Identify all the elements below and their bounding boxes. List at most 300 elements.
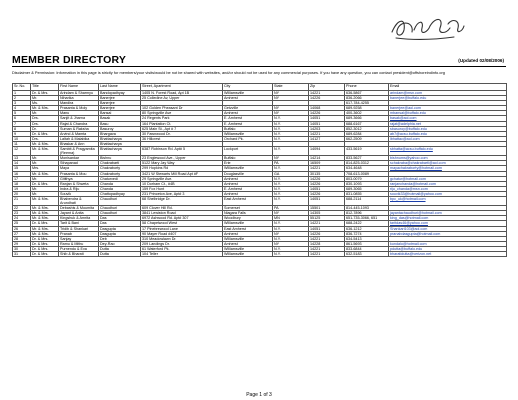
cell-first-name: Gitithya <box>59 176 99 181</box>
cell-sr-no: 10 <box>13 136 31 141</box>
cell-last-name: Deb <box>99 236 141 241</box>
cell-zip: 14305 <box>309 211 345 216</box>
cell-city: Amherst <box>223 176 273 181</box>
cell-zip: 14051 <box>309 186 345 191</box>
cell-title: Mr. & Mrs. <box>31 206 59 211</box>
cell-city: Niagara Falls <box>223 211 273 216</box>
cell-state: NY <box>273 156 309 161</box>
cell-city: Williamsville <box>223 91 273 96</box>
cell-street: 159 Fox Hunt <box>141 186 223 191</box>
cell-phone: 689-3666 <box>345 116 389 121</box>
cell-first-name: Prasanta & Mou <box>59 171 99 176</box>
cell-title: Mr. <box>31 111 59 116</box>
column-header-email: Email <box>389 84 507 91</box>
cell-title: Dr. & Mrs. <box>31 246 59 251</box>
cell-last-name: Bhattacharya <box>99 147 141 156</box>
cell-city: Amherst <box>223 241 273 246</box>
cell-email[interactable]: basak@aol.com <box>389 116 507 121</box>
cell-phone: 617-784-4255 <box>345 101 389 106</box>
cell-sr-no: 5 <box>13 111 31 116</box>
cell-title: Mr. & Mrs. <box>31 147 59 156</box>
cell-zip: 14221 <box>309 91 345 96</box>
table-header-row <box>13 84 507 91</box>
cell-email[interactable]: pdutta@buffalo.edu <box>389 246 507 251</box>
cell-sr-no: 19 <box>13 186 31 191</box>
cell-sr-no: 31 <box>13 252 31 257</box>
cell-first-name: Prasanta & Moly <box>59 106 99 111</box>
cell-email[interactable]: Shankari103@aol.com <box>389 226 507 231</box>
cell-email[interactable]: souvik33@hotmail@yahoo.com <box>389 191 507 196</box>
cell-city: East Amherst <box>223 196 273 205</box>
cell-city: Williamsville <box>223 166 273 171</box>
cell-last-name: Chaudhuri <box>99 206 141 211</box>
cell-first-name: Rajat & Chandra <box>59 121 99 126</box>
page-title: MEMBER DIRECTORY <box>12 54 127 66</box>
cell-title: Dr. & Mrs. <box>31 221 59 226</box>
cell-first-name: Manu <box>59 111 99 116</box>
cell-state: NY <box>273 231 309 236</box>
cell-zip: 14221 <box>309 236 345 241</box>
column-header-sr-no: Sr. No. <box>13 84 31 91</box>
cell-first-name: Purnendu & Eva <box>59 246 99 251</box>
cell-title: Mr. <box>31 191 59 196</box>
cell-zip: 14203 <box>309 126 345 131</box>
cell-city: Lockport <box>223 147 273 156</box>
column-header-city: City <box>223 84 273 91</box>
cell-email[interactable]: riju_chanda@msn.com <box>389 186 507 191</box>
cell-first-name: Arvind & Mamta <box>59 131 99 136</box>
cell-zip: 14226 <box>309 176 345 181</box>
cell-state: N.Y. <box>273 166 309 171</box>
cell-sr-no: 29 <box>13 241 31 246</box>
cell-email[interactable]: ranjanchanda@hotmail.com <box>389 181 507 186</box>
cell-zip: 14228 <box>309 241 345 246</box>
column-header-state: State <box>273 84 309 91</box>
cell-last-name: Bhattacharya <box>99 136 141 141</box>
cell-email[interactable]: bpc_uk@hotmail.com <box>389 196 507 205</box>
cell-city: Somerset <box>223 206 273 211</box>
cell-last-name: Banerjee <box>99 101 141 106</box>
cell-street: 1405 N. Forest Road, Apt 1B <box>141 91 223 96</box>
cell-sr-no: 21 <box>13 196 31 205</box>
cell-email[interactable]: kundalo@hotmail.com <box>389 241 507 246</box>
cell-city: East Amherst <box>223 226 273 231</box>
cell-title: Mr. <box>31 156 59 161</box>
cell-title: Dr. & Mrs. <box>31 181 59 186</box>
cell-title: Dr. <box>31 126 59 131</box>
cell-title: Drs. <box>31 116 59 121</box>
cell-street: 6972 Ashwood Rd. Apt# 307 <box>141 216 223 221</box>
cell-sr-no: 9 <box>13 131 31 136</box>
cell-first-name: Jayant & Anita <box>59 211 99 216</box>
cell-last-name: Chattopadhyay <box>99 191 141 196</box>
cell-sr-no: 16 <box>13 171 31 176</box>
cell-state: N.Y. <box>273 116 309 121</box>
cell-city: Amherst <box>223 96 273 101</box>
cell-city: E. Amherst <box>223 116 273 121</box>
cell-title: Mr. & Mrs. <box>31 226 59 231</box>
cell-city: Amherst <box>223 181 273 186</box>
cell-phone: 708-613-0089 <box>345 171 389 176</box>
cell-title: Mr. <box>31 176 59 181</box>
page-number: Page 1 of 3 <box>246 392 272 398</box>
cell-state: N.Y. <box>273 121 309 126</box>
cell-street: 17 Pinebrewood Lane <box>141 226 223 231</box>
table-row <box>13 147 507 156</box>
cell-city: Woodbury <box>223 216 273 221</box>
cell-state: N.Y. <box>273 246 309 251</box>
cell-phone: 400-3602 <box>345 111 389 116</box>
cell-sr-no: 14 <box>13 161 31 166</box>
cell-first-name: Indra & Riju <box>59 186 99 191</box>
cell-state: PA <box>273 161 309 166</box>
cell-email[interactable]: banerjee@aol.com <box>389 106 507 111</box>
cell-sr-no: 27 <box>13 231 31 236</box>
cell-state: N.Y. <box>273 136 309 141</box>
cell-sr-no: 17 <box>13 176 31 181</box>
cell-zip: 14127 <box>309 136 345 141</box>
cell-sr-no: 20 <box>13 191 31 196</box>
cell-title: Mr. & Mrs. <box>31 196 59 205</box>
cell-zip: 14221 <box>309 246 345 251</box>
cell-zip: 14051 <box>309 121 345 126</box>
cell-state: N.Y. <box>273 196 309 205</box>
cell-street: 3841 Lewiston Road <box>141 211 223 216</box>
cell-city: Amherst <box>223 191 273 196</box>
cell-street: 625 Main St., Apt # 7 <box>141 126 223 131</box>
cell-sr-no: 18 <box>13 181 31 186</box>
cell-city: Amherst <box>223 111 273 116</box>
cell-first-name: Sthapanad <box>59 161 99 166</box>
cell-last-name: Das <box>99 221 141 226</box>
cell-first-name: Arindam & Sharmyu <box>59 91 99 96</box>
cell-street: 36 Hillcrest <box>141 136 223 141</box>
cell-state: NY <box>273 106 309 111</box>
cell-state: NY <box>273 211 309 216</box>
cell-state: N.Y. <box>273 226 309 231</box>
cell-sr-no: 25 <box>13 221 31 226</box>
cell-last-name: Bishnu <box>99 156 141 161</box>
cell-email[interactable]: king_das@hotmail.com <box>389 216 507 221</box>
cell-first-name: Tarit & Bani <box>59 221 99 226</box>
cell-city: E. Amherst <box>223 186 273 191</box>
cell-title: Mrs. <box>31 166 59 171</box>
cell-last-name: Dutta <box>99 246 141 251</box>
cell-title: Ms. <box>31 101 59 106</box>
cell-first-name: Mandira <box>59 101 99 106</box>
cell-last-name: Das <box>99 216 141 221</box>
cell-street: 164 Plantation Ct. <box>141 121 223 126</box>
cell-street: 61 Waterford Pk. <box>141 246 223 251</box>
cell-sr-no: 1 <box>13 91 31 96</box>
cell-first-name: Monisankar <box>59 156 99 161</box>
cell-last-name: Banerjee <box>99 106 141 111</box>
cell-city: Erie <box>223 161 273 166</box>
cell-sr-no: 22 <box>13 206 31 211</box>
cell-state: NY <box>273 96 309 101</box>
cell-street: 24 Regents Park <box>141 116 223 121</box>
cell-zip: 14221 <box>309 221 345 226</box>
cell-street: 30 Fawnwood Dr. <box>141 131 223 136</box>
cell-zip: 15501 <box>309 206 345 211</box>
cell-title: Mr. & Mrs. <box>31 216 59 221</box>
cell-sr-no: 28 <box>13 236 31 241</box>
cell-city: Williamsville <box>223 236 273 241</box>
cell-phone: 634-5413 <box>345 236 389 241</box>
cell-phone: 662-2509 <box>345 136 389 141</box>
cell-last-name: Chaturvedi <box>99 176 141 181</box>
cell-street: 6387 Robinson Rd. Apt# 5 <box>141 147 223 156</box>
cell-title: Mr. & Mrs. <box>31 141 59 146</box>
cell-title: Dr. & Mrs. <box>31 241 59 246</box>
cell-state: N.Y. <box>273 221 309 226</box>
cell-first-name: Kingshuk & Amrita <box>59 216 99 221</box>
cell-email[interactable]: banerjee@buffalo.edu <box>389 96 507 101</box>
cell-phone: 836-2066 <box>345 96 389 101</box>
cell-phone: 689-6284 <box>345 131 389 136</box>
cell-city: Buffalo <box>223 156 273 161</box>
cell-street: 209 Landings Dr. <box>141 241 223 246</box>
cell-email[interactable]: bharatidutta@verizon.net <box>389 252 507 257</box>
cell-last-name: Dey-Rao <box>99 241 141 246</box>
cell-street: 299 Hopkins Rd <box>141 166 223 171</box>
cell-sr-no: 15 <box>13 166 31 171</box>
cell-street: 80 Springville Ave <box>141 111 223 116</box>
cell-first-name: Shib & Bharati <box>59 252 99 257</box>
cell-first-name: Laltah & Malabika <box>59 136 99 141</box>
cell-email[interactable]: lbhattac@aol.com <box>389 136 507 141</box>
cell-email[interactable]: sbhatta@acsu.buffalo.edu <box>389 147 507 156</box>
cell-last-name: Chakraborty <box>99 166 141 171</box>
cell-last-name: Chaudhuri <box>99 196 141 205</box>
column-header-first-name: First Name <box>59 84 99 91</box>
cell-first-name: Souvik <box>59 191 99 196</box>
cell-phone: 689-3065 <box>345 186 389 191</box>
cell-street: 231 Princeton Ave, Apt# 3 <box>141 191 223 196</box>
cell-zip: 14226 <box>309 181 345 186</box>
cell-title: Mr. & Mrs. <box>31 231 59 236</box>
cell-state: NY <box>273 91 309 96</box>
cell-state: N.Y. <box>273 236 309 241</box>
updated-date: (Updated 02/08/2006) <box>458 58 504 63</box>
cell-title: Mr. <box>31 186 59 191</box>
cell-phone: 833-5627 <box>345 156 389 161</box>
cell-zip: 14051 <box>309 196 345 205</box>
cell-first-name: Suman & Raksha <box>59 126 99 131</box>
column-header-street: Street, Apartment <box>141 84 223 91</box>
cell-street: 90 Mayer Road #407 <box>141 231 223 236</box>
cell-first-name: Bhaskar & Ann <box>59 141 99 146</box>
cell-last-name: Dasgupta <box>99 231 141 236</box>
cell-street: 104 Teller <box>141 252 223 257</box>
column-header-title: Title <box>31 84 59 91</box>
cell-state: NY <box>273 241 309 246</box>
cell-city: Williamsville <box>223 221 273 226</box>
cell-email[interactable]: mbansal@buffalo.edu <box>389 111 507 116</box>
table-row <box>13 196 507 205</box>
cell-street: 10 Dorham Ct., #4B <box>141 181 223 186</box>
cell-state: N.Y. <box>273 252 309 257</box>
cell-phone: 636-1212 <box>345 226 389 231</box>
cell-sr-no: 8 <box>13 126 31 131</box>
cell-city: Amherst <box>223 231 273 236</box>
cell-title: Dr. & Mrs. <box>31 236 59 241</box>
cell-street: 23 Englewood Ave., Upper <box>141 156 223 161</box>
cell-phone: 433-5619 <box>345 147 389 156</box>
cell-first-name: Pranab <box>59 231 99 236</box>
cell-last-name: Banerjee <box>99 96 141 101</box>
cell-sr-no: 24 <box>13 216 31 221</box>
cell-first-name: Sanjay <box>59 236 99 241</box>
cell-zip: 14221 <box>309 252 345 257</box>
cell-phone: 688-6167 <box>345 121 389 126</box>
cell-last-name: Chanda <box>99 186 141 191</box>
cell-phone: 688-2114 <box>345 196 389 205</box>
cell-zip: 14068 <box>309 106 345 111</box>
cell-title: Mr. & Mrs. <box>31 171 59 176</box>
cell-zip: 14221 <box>309 166 345 171</box>
cell-street: 310 Meadowlawn Dr. <box>141 236 223 241</box>
cell-first-name: Sambit & Pragyamita (Reema) <box>59 147 99 156</box>
cell-state: N.Y. <box>273 181 309 186</box>
title-divider <box>12 66 506 67</box>
cell-street: 58 Chapelwood West <box>141 221 223 226</box>
cell-last-name: Dutta <box>99 252 141 257</box>
signature-logo-icon <box>388 10 468 44</box>
cell-title: Mr. & Mrs. <box>31 106 59 111</box>
cell-email[interactable]: taritdas46@yahoo.com <box>389 221 507 226</box>
cell-zip: 16509 <box>309 161 345 166</box>
cell-first-name: Bhabendra & Arundhati <box>59 196 99 205</box>
cell-zip: 14226 <box>309 111 345 116</box>
cell-phone: 814-445-1093 <box>345 206 389 211</box>
cell-zip: 14226 <box>309 191 345 196</box>
cell-sr-no: 12 <box>13 147 31 156</box>
cell-first-name: Sanjit & Jharna <box>59 116 99 121</box>
cell-phone: 803-0079 <box>345 176 389 181</box>
cell-phone: 831-0855 <box>345 191 389 196</box>
cell-state: N.Y. <box>273 186 309 191</box>
cell-last-name: Chakraborty <box>99 171 141 176</box>
cell-first-name: Tridib & Shankari <box>59 226 99 231</box>
cell-phone: 814-825-0312 <box>345 161 389 166</box>
table-body <box>13 91 507 257</box>
cell-city: E. Amherst <box>223 121 273 126</box>
cell-street: 102 Golden Pheasant Dr <box>141 106 223 111</box>
cell-street: 5122 Mary Jay Way <box>141 161 223 166</box>
cell-last-name: Chaudhuri <box>99 211 141 216</box>
cell-phone: 634-4648 <box>345 166 389 171</box>
cell-state: N.Y. <box>273 131 309 136</box>
cell-sr-no: 3 <box>13 101 31 106</box>
cell-state: N.Y. <box>273 176 309 181</box>
cell-last-name: Basak <box>99 116 141 121</box>
cell-email[interactable]: bishnums@yahoo.com <box>389 156 507 161</box>
cell-phone: 689-9258 <box>345 106 389 111</box>
cell-last-name: Bhattacharya <box>99 141 141 146</box>
cell-zip: 14226 <box>309 96 345 101</box>
cell-sr-no: 6 <box>13 116 31 121</box>
cell-zip: 14051 <box>309 226 345 231</box>
table-row <box>13 252 507 257</box>
cell-sr-no: 30 <box>13 246 31 251</box>
cell-title: Drs. <box>31 121 59 126</box>
cell-last-name: Bhargava <box>99 131 141 136</box>
cell-phone: 812-7896 <box>345 211 389 216</box>
cell-email[interactable]: jayantachaudhuri@hotmail.com <box>389 211 507 216</box>
column-header-zip: Zip <box>309 84 345 91</box>
cell-last-name: Dasgupta <box>99 226 141 231</box>
cell-sr-no: 4 <box>13 106 31 111</box>
cell-state: N.Y. <box>273 147 309 156</box>
cell-last-name: Basuroy <box>99 126 141 131</box>
cell-city: Orchard Pk. <box>223 136 273 141</box>
cell-phone: 852-3012 <box>345 126 389 131</box>
cell-zip: 14226 <box>309 231 345 236</box>
cell-title: Mr. & Mrs. <box>31 211 59 216</box>
cell-state: PA <box>273 206 309 211</box>
cell-state: GA <box>273 171 309 176</box>
cell-first-name: Maya <box>59 166 99 171</box>
cell-phone: 632-5183 <box>345 252 389 257</box>
cell-zip: 14051 <box>309 116 345 121</box>
disclaimer-text: Disclaimer & Permission: Information in this page is strictly for members/your visits/would be not be shared with websites, and/or should not be used for any commercial purposes. If you have any question, you can contact president@offshoreindinfo.org <box>12 70 445 75</box>
cell-zip: 14221 <box>309 131 345 136</box>
cell-city: Williamsville <box>223 252 273 257</box>
cell-state: NY <box>273 111 309 116</box>
cell-title: Dr. & Mrs. <box>31 91 59 96</box>
cell-state: N.Y. <box>273 191 309 196</box>
cell-street: 68 Shelbridge Dr. <box>141 196 223 205</box>
cell-phone: 861-5693 <box>345 241 389 246</box>
cell-state: N.Y. <box>273 126 309 131</box>
cell-street: 25 Colledine Av, Upper <box>141 96 223 101</box>
column-header-phone: Phone <box>345 84 389 91</box>
cell-phone: 836-7274 <box>345 231 389 236</box>
cell-sr-no: 26 <box>13 226 31 231</box>
cell-phone: 830-1093 <box>345 181 389 186</box>
cell-email[interactable]: rajat@adelphia.net <box>389 121 507 126</box>
cell-city: Douglasville <box>223 171 273 176</box>
cell-first-name: Niharika <box>59 96 99 101</box>
cell-email[interactable]: gchatur@hotmail.com <box>389 176 507 181</box>
cell-sr-no: 23 <box>13 211 31 216</box>
cell-phone: 636-5867 <box>345 91 389 96</box>
cell-phone: 688-2422 <box>345 221 389 226</box>
cell-first-name: Ramu & Mithu <box>59 241 99 246</box>
cell-city: Williamsville <box>223 246 273 251</box>
cell-title: Drs. <box>31 136 59 141</box>
cell-title: Mr. <box>31 161 59 166</box>
cell-sr-no: 11 <box>13 141 31 146</box>
cell-email[interactable]: pranabdasgupta@hotmail.com <box>389 231 507 236</box>
cell-zip: 30135 <box>309 171 345 176</box>
cell-zip: 55125 <box>309 216 345 221</box>
cell-phone: 833-6844 <box>345 246 389 251</box>
cell-email[interactable]: arindam@msn.com <box>389 91 507 96</box>
cell-last-name: Basu <box>99 121 141 126</box>
cell-email[interactable]: sbasuroy@buffalo.edu <box>389 126 507 131</box>
cell-title: Dr. & Mrs. <box>31 252 59 257</box>
cell-title: Mr. <box>31 96 59 101</box>
cell-last-name: Chanda <box>99 181 141 186</box>
cell-email[interactable]: ab7@acsu.buffalo.edu <box>389 131 507 136</box>
cell-email[interactable]: schakraba@chakrabarti@aol.com <box>389 161 507 166</box>
cell-first-name: Debashis & Moumita <box>59 206 99 211</box>
cell-city: Getzville <box>223 106 273 111</box>
cell-email[interactable]: mayachakraborty@hotmail.com <box>389 166 507 171</box>
cell-sr-no: 13 <box>13 156 31 161</box>
